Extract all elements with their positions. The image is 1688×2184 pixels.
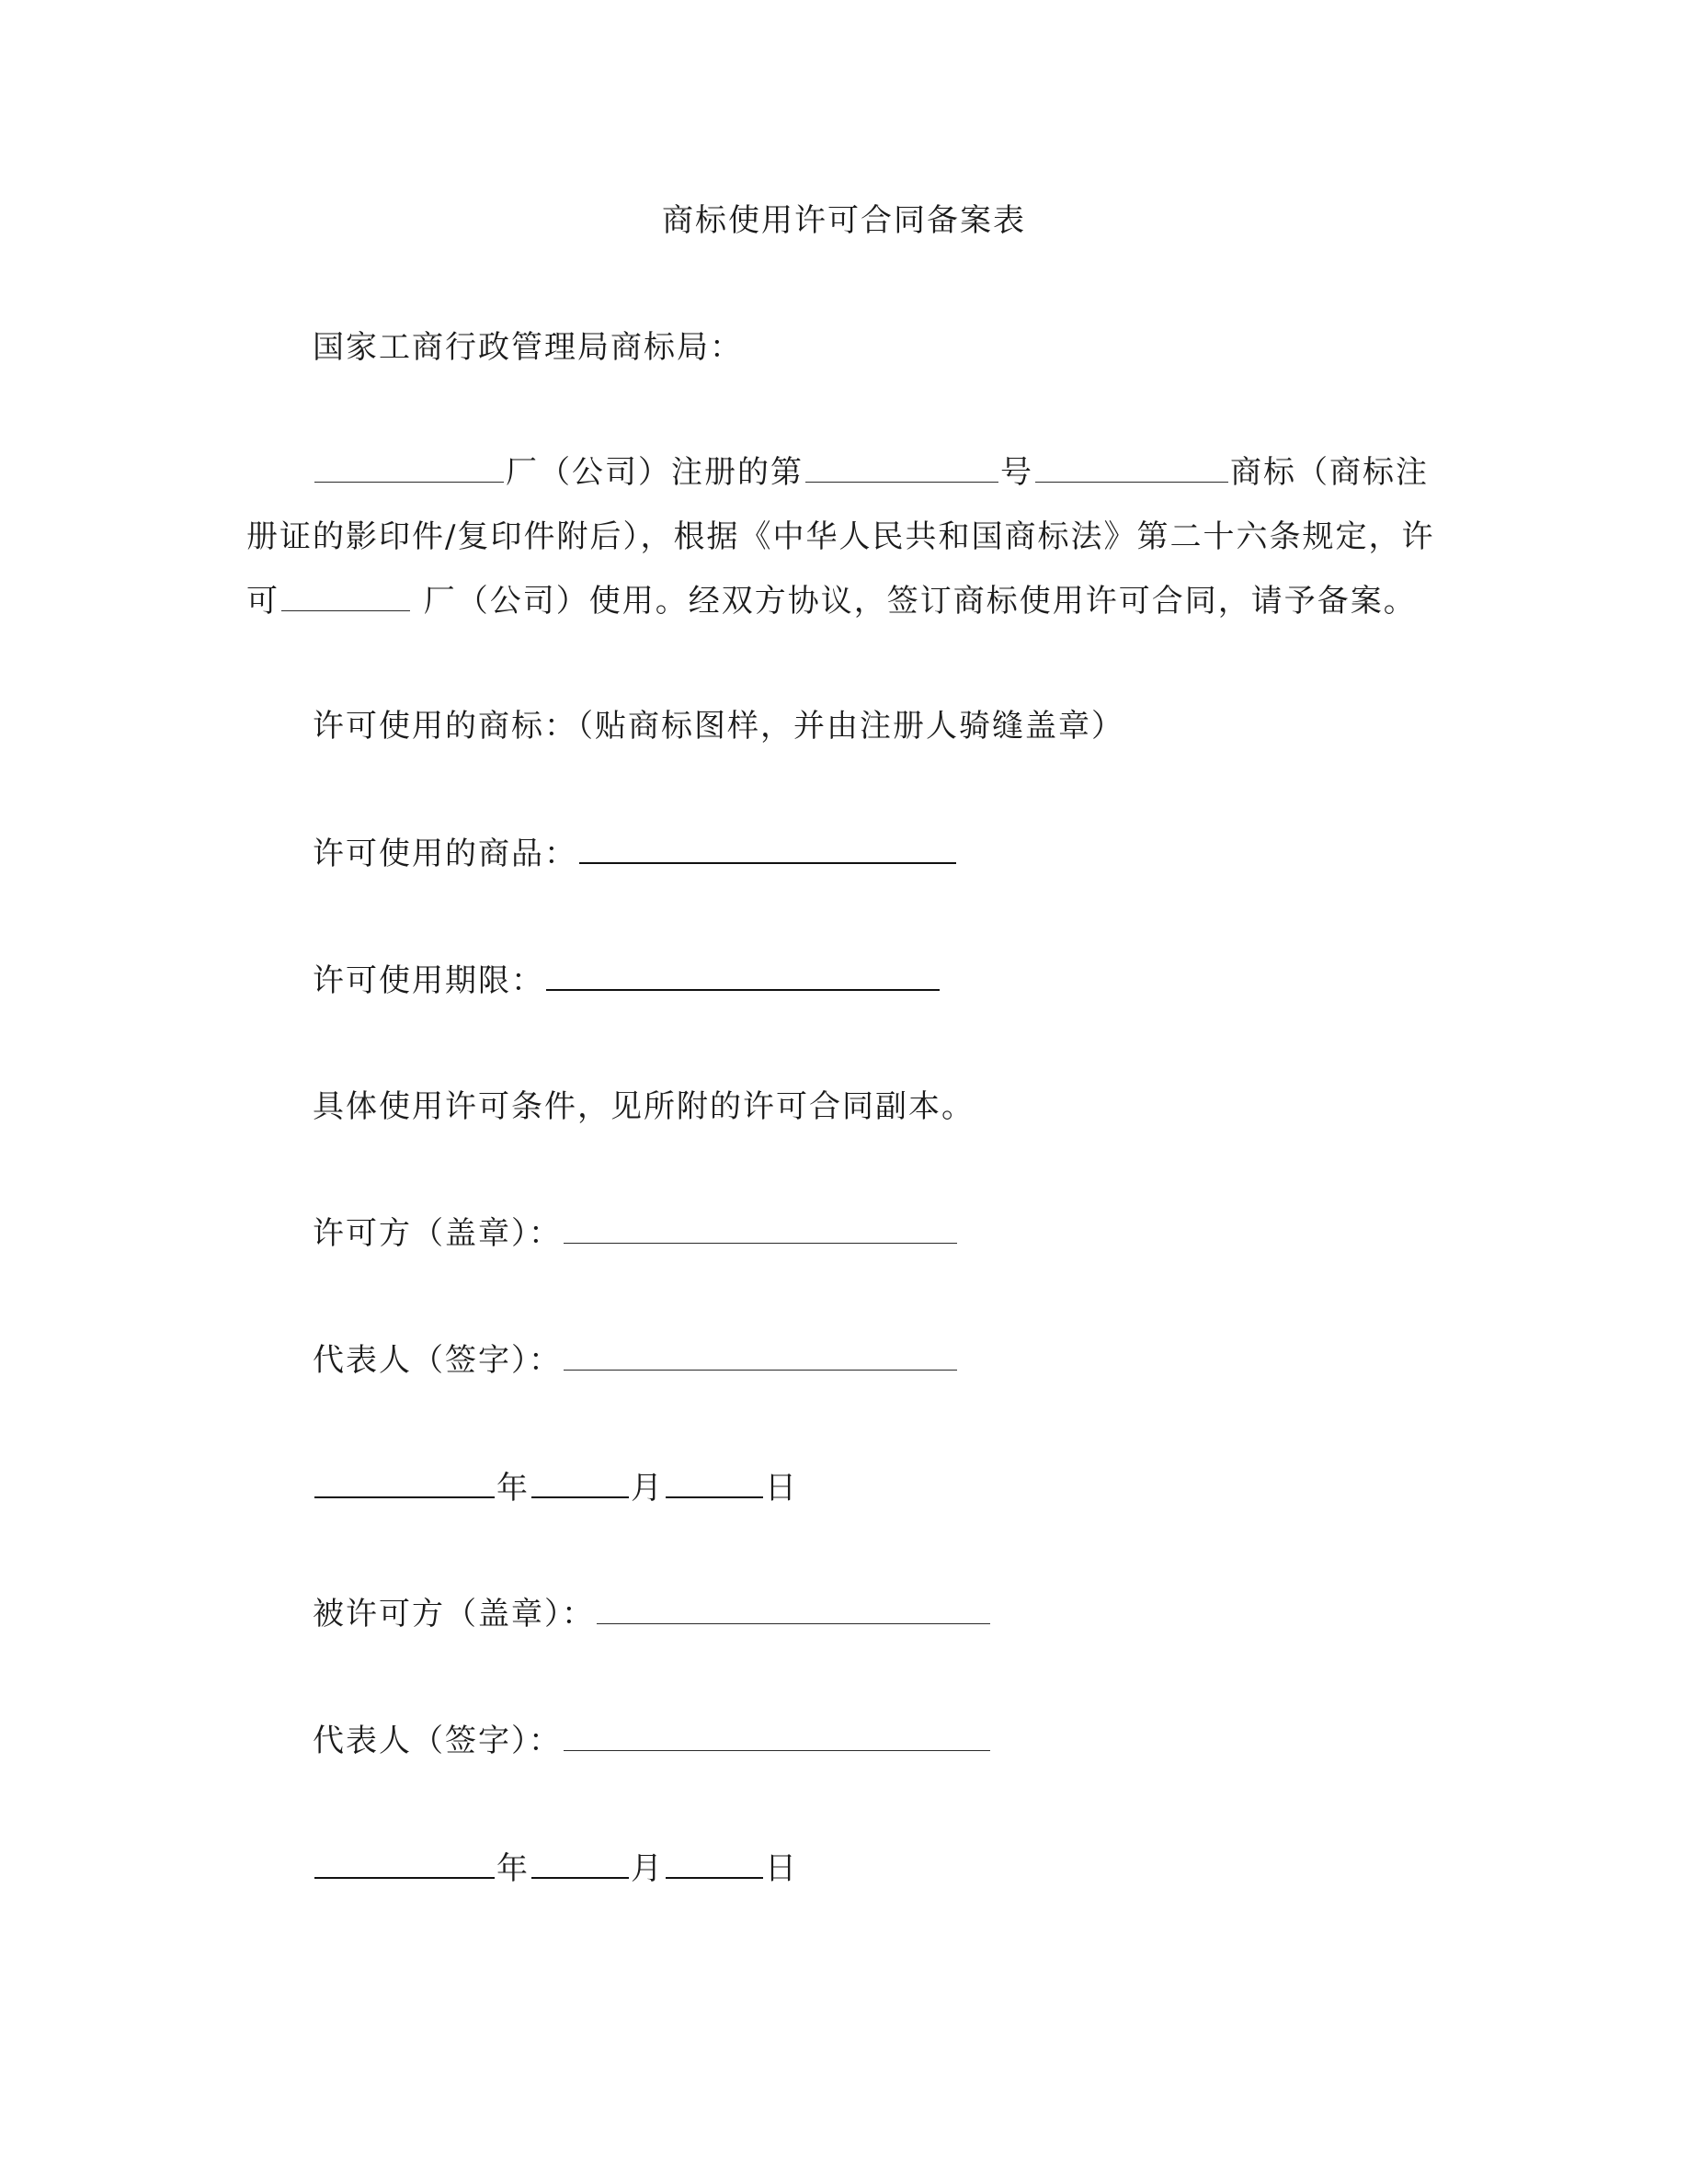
licensor-label: 许可方（盖章）： [313, 1215, 562, 1252]
paragraph-line-3 [246, 583, 1417, 620]
paragraph-segment-1: 厂（公司）注册的第 [506, 454, 804, 491]
licensee-year-blank[interactable] [314, 1849, 495, 1879]
licensor-month-label: 月 [631, 1470, 664, 1507]
licensee-year-label: 年 [496, 1850, 530, 1887]
paragraph-segment-4: 可 [246, 583, 279, 620]
paragraph-segment-5: 厂（公司）使用。经双方协议，签订商标使用许可合同，请予备案。 [412, 583, 1417, 620]
licensor-month-blank[interactable] [531, 1469, 629, 1498]
licensee-day-label: 日 [765, 1850, 798, 1887]
licensed-trademark-label: 许可使用的商标：（贴商标图样，并由注册人骑缝盖章） [313, 708, 1124, 745]
paragraph-segment-2: 号 [1000, 454, 1033, 491]
license-term-blank[interactable] [546, 961, 940, 991]
licensor-rep-blank[interactable] [564, 1342, 957, 1371]
registration-number-blank[interactable] [805, 454, 998, 483]
paragraph-line-1 [313, 454, 1429, 491]
document-title: 商标使用许可合同备案表 [662, 202, 1026, 239]
licensor-day-blank[interactable] [666, 1469, 763, 1498]
addressee: 国家工商行政管理局商标局： [313, 329, 743, 366]
licensor-seal-blank[interactable] [564, 1215, 957, 1244]
licensor-year-blank[interactable] [314, 1469, 495, 1498]
licensed-goods-blank[interactable] [579, 835, 956, 864]
licensor-year-label: 年 [496, 1470, 530, 1507]
licensor-rep-label: 代表人（签字）： [313, 1342, 562, 1379]
licensee-rep-row [313, 1723, 992, 1759]
licensee-row [313, 1596, 992, 1632]
paragraph-segment-3: 商标（商标注 [1230, 454, 1429, 491]
conditions-note: 具体使用许可条件，见所附的许可合同副本。 [313, 1088, 975, 1125]
licensor-day-label: 日 [765, 1470, 798, 1507]
license-term-label: 许可使用期限： [313, 962, 544, 999]
licensee-rep-blank[interactable] [564, 1723, 990, 1751]
licensee-date-row [313, 1849, 798, 1887]
factory-name-blank[interactable] [314, 454, 504, 483]
license-term-row [313, 961, 941, 999]
licensed-goods-label: 许可使用的商品： [313, 836, 577, 872]
licensee-label: 被许可方（盖章）： [313, 1596, 595, 1632]
licensee-seal-blank[interactable] [597, 1596, 990, 1624]
licensee-month-blank[interactable] [531, 1849, 629, 1879]
licensor-row [313, 1215, 959, 1252]
trademark-name-blank[interactable] [1035, 454, 1228, 483]
licensor-date-row [313, 1469, 798, 1507]
licensor-rep-row [313, 1342, 959, 1379]
licensee-rep-label: 代表人（签字）： [313, 1723, 562, 1759]
paragraph-line-2: 册证的影印件/复印件附后），根据《中华人民共和国商标法》第二十六条规定，许 [246, 518, 1435, 555]
licensee-factory-blank[interactable] [281, 583, 410, 611]
licensed-goods-row [313, 835, 958, 872]
licensee-month-label: 月 [631, 1850, 664, 1887]
licensee-day-blank[interactable] [666, 1849, 763, 1879]
